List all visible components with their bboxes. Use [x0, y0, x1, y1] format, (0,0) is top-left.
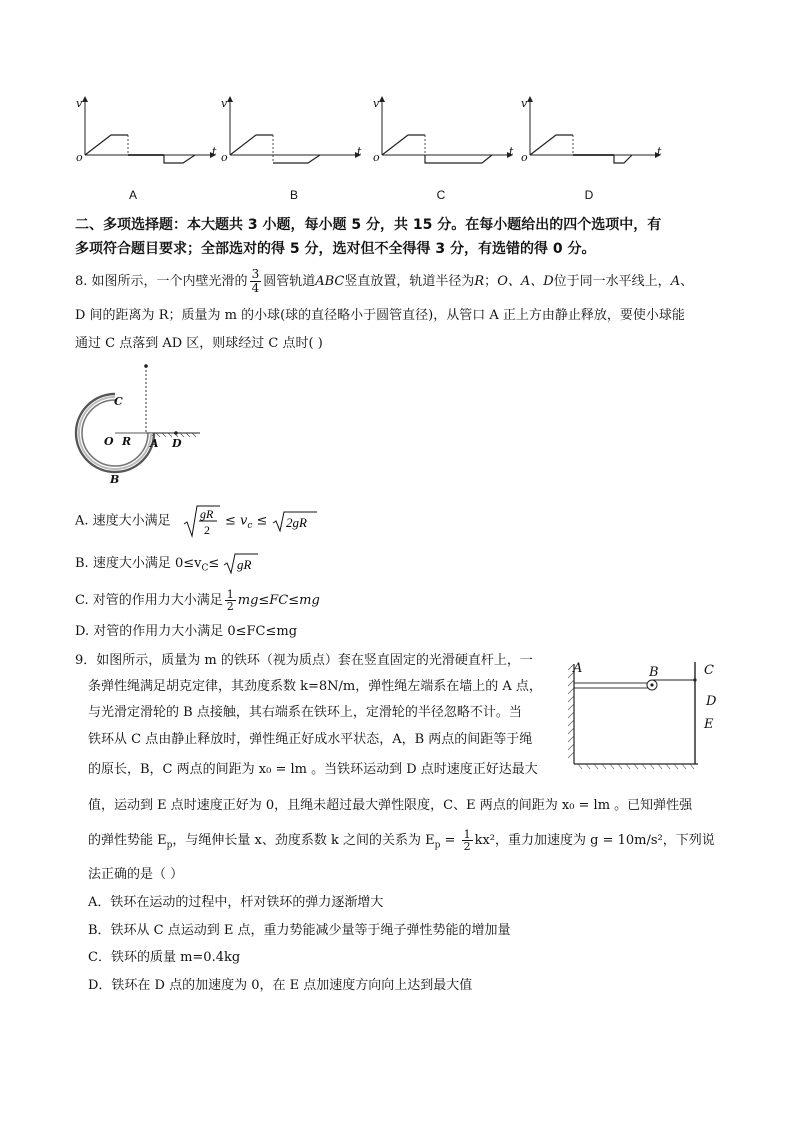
q9-l7-sub2: p [434, 840, 441, 851]
vt-graphs [60, 95, 680, 170]
q9-l7-eq: = [440, 833, 460, 848]
q9-line6: 值，运动到 E 点时速度正好为 0，且绳未超过最大弹性限度，C、E 两点的间距为 x₀ = lm 。已知弹性强 [88, 798, 693, 813]
graph-a [82, 96, 216, 163]
q8-frac-den: 4 [251, 281, 260, 295]
q8-frac-num: 3 [251, 267, 260, 281]
q9-l7-frac-den: 2 [463, 840, 471, 853]
q8-l1d: 竖直放置，轨道半径为 [344, 274, 475, 289]
graph-b-v-label: v [221, 97, 228, 110]
section2-heading-line1: 二、多项选择题：本大题共 3 小题，每小题 5 分，共 15 分。在每小题给出的四个选项中，有 [75, 217, 662, 233]
q8-opt-b-le: ≤ [208, 555, 220, 571]
q9-fig-label-c: C [704, 663, 714, 678]
q9-line1: 9．如图所示，质量为 m 的铁环（视为质点）套在竖直固定的光滑硬直杆上，一 [75, 653, 533, 668]
q8-line3: 通过 C 点落到 AD 区，则球经过 C 点时( ) [75, 336, 323, 351]
graph-a-t-label: t [212, 145, 217, 158]
q8-figure [70, 360, 210, 485]
q9-option-d: D．铁环在 D 点的加速度为 0，在 E 点加速度方向向上达到最大值 [88, 978, 473, 993]
q8-opt-b-sqrt [223, 552, 259, 575]
sqrt-sign-icon [272, 510, 318, 532]
graph-a-v-label: v [76, 97, 83, 110]
q9-l7b: ，与绳伸长量 x、劲度系数 k 之间的关系为 E [172, 833, 435, 848]
q9-fig-label-d: D [706, 694, 717, 709]
q8-option-c [75, 588, 320, 614]
q8-opt-b-sqrt-text: gR [237, 557, 252, 572]
q8-opt-a-sub: c [247, 521, 253, 532]
q9-line4: 铁环从 C 点由静止释放时，弹性绳正好成水平状态，A，B 两点的间距等于绳 [88, 732, 533, 747]
q8-opt-c-frac-num: 1 [226, 588, 234, 601]
q9-l7a: 的弹性势能 E [88, 833, 167, 848]
q9-fig-label-b: B [649, 665, 659, 680]
q8-opt-a-sqrt2 [272, 508, 318, 534]
q8-opt-a-sqrt1-num: gR [199, 507, 214, 521]
q8-l1f: ； [484, 274, 498, 289]
q8-l1e: R [474, 274, 485, 289]
q8-fig-label-d: D [172, 437, 182, 450]
graph-d-o-label: o [521, 151, 528, 164]
q8-fig-label-b: B [110, 473, 120, 486]
q8-option-b [75, 552, 259, 579]
q8-l1h: 位于同一水平线上， [553, 274, 671, 289]
graph-d-v-label: v [521, 97, 528, 110]
q9-l7-frac-num: 1 [463, 828, 471, 841]
q9-line8: 法正确的是（ ） [88, 867, 184, 882]
graph-b [227, 96, 361, 163]
q9-line5: 的原长，B，C 两点的间距为 x₀ = lm 。当铁环运动到 D 点时速度正好达最大 [88, 762, 538, 777]
q9-line7 [88, 828, 715, 859]
q8-number: 8. [75, 274, 88, 289]
q8-opt-a-sqrt1 [183, 504, 221, 538]
q8-fraction [250, 268, 262, 295]
q8-opt-b-sub: C [201, 563, 209, 574]
q8-option-a [75, 504, 318, 539]
q8-l1a: 如图所示，一个内壁光滑的 [91, 274, 248, 289]
q9-fig-label-e: E [704, 717, 714, 732]
q8-option-d: D. 对管的作用力大小满足 0≤FC≤mg [75, 624, 298, 639]
q8-opt-a-sqrt1-den: 2 [203, 523, 210, 537]
q8-opt-c-rest: mg≤FC≤mg [237, 593, 320, 608]
q8-l1g: O、A、D [497, 274, 554, 289]
q9-fig-label-a: A [573, 661, 583, 676]
q9-l7-frac [462, 829, 473, 852]
graph-b-o-label: o [221, 151, 228, 164]
graph-b-t-label: t [357, 145, 362, 158]
graph-c-o-label: o [373, 151, 380, 164]
sqrt-sign-icon [223, 552, 259, 574]
q8-opt-a-le: ≤ [256, 513, 268, 529]
graph-c-caption: C [436, 188, 446, 202]
q8-line1 [75, 268, 693, 295]
graph-d-caption: D [584, 188, 594, 202]
q9-option-c: C．铁环的质量 m=0.4kg [88, 950, 241, 965]
graph-d [527, 96, 661, 163]
graph-d-t-label: t [657, 145, 662, 158]
q8-l1b: 圆管轨道 [263, 274, 316, 289]
q9-l7c: kx²，重力加速度为 g = 10m/s²，下列说 [474, 833, 715, 848]
q8-l1i: A [670, 274, 681, 289]
q9-line3: 与光滑定滑轮的 B 点接触，其右端系在铁环上，定滑轮的半径忽略不计。当 [88, 705, 522, 720]
section2-heading-line2: 多项符合题目要求；全部选对的得 5 分，选对但不全得得 3 分，有选错的得 0 分。 [75, 241, 596, 257]
q9-l7-sub1: p [166, 840, 173, 851]
q8-opt-c-frac [225, 589, 236, 612]
q8-fig-label-c: C [114, 395, 123, 408]
graph-a-caption: A [128, 188, 137, 202]
graph-c-t-label: t [509, 145, 514, 158]
q8-fig-label-o: O [104, 435, 114, 448]
q9-option-b: B．铁环从 C 点运动到 E 点，重力势能减少量等于绳子弹性势能的增加量 [88, 923, 511, 938]
q8-opt-a-sqrt2-text: 2gR [285, 514, 307, 530]
sqrt-sign-icon [183, 504, 221, 538]
q8-opt-c-text: C. 对管的作用力大小满足 [75, 593, 223, 608]
q8-l1j: 、 [680, 274, 694, 289]
graph-b-caption: B [289, 188, 298, 202]
q8-opt-a-mid: ≤ v [224, 513, 248, 529]
graph-c-v-label: v [373, 97, 380, 110]
graph-c [379, 96, 513, 163]
q8-opt-a-text: A. 速度大小满足 [75, 513, 171, 529]
q9-line2: 条弹性绳满足胡克定律，其劲度系数 k=8N/m，弹性绳左端系在墙上的 A 点， [88, 679, 542, 694]
q8-opt-c-frac-den: 2 [226, 600, 234, 613]
q8-l1c: ABC [315, 274, 345, 289]
q8-fig-label-a: A [150, 437, 159, 450]
q8-fig-label-r: R [122, 435, 132, 448]
q8-opt-b-text: B. 速度大小满足 0≤v [75, 555, 202, 571]
graph-a-o-label: o [76, 151, 83, 164]
q8-line2: D 间的距离为 R；质量为 m 的小球(球的直径略小于圆管直径)，从管口 A 正上方由静止释放，要使小球能 [75, 308, 685, 323]
q9-option-a: A．铁环在运动的过程中，杆对铁环的弹力逐渐增大 [88, 895, 384, 910]
